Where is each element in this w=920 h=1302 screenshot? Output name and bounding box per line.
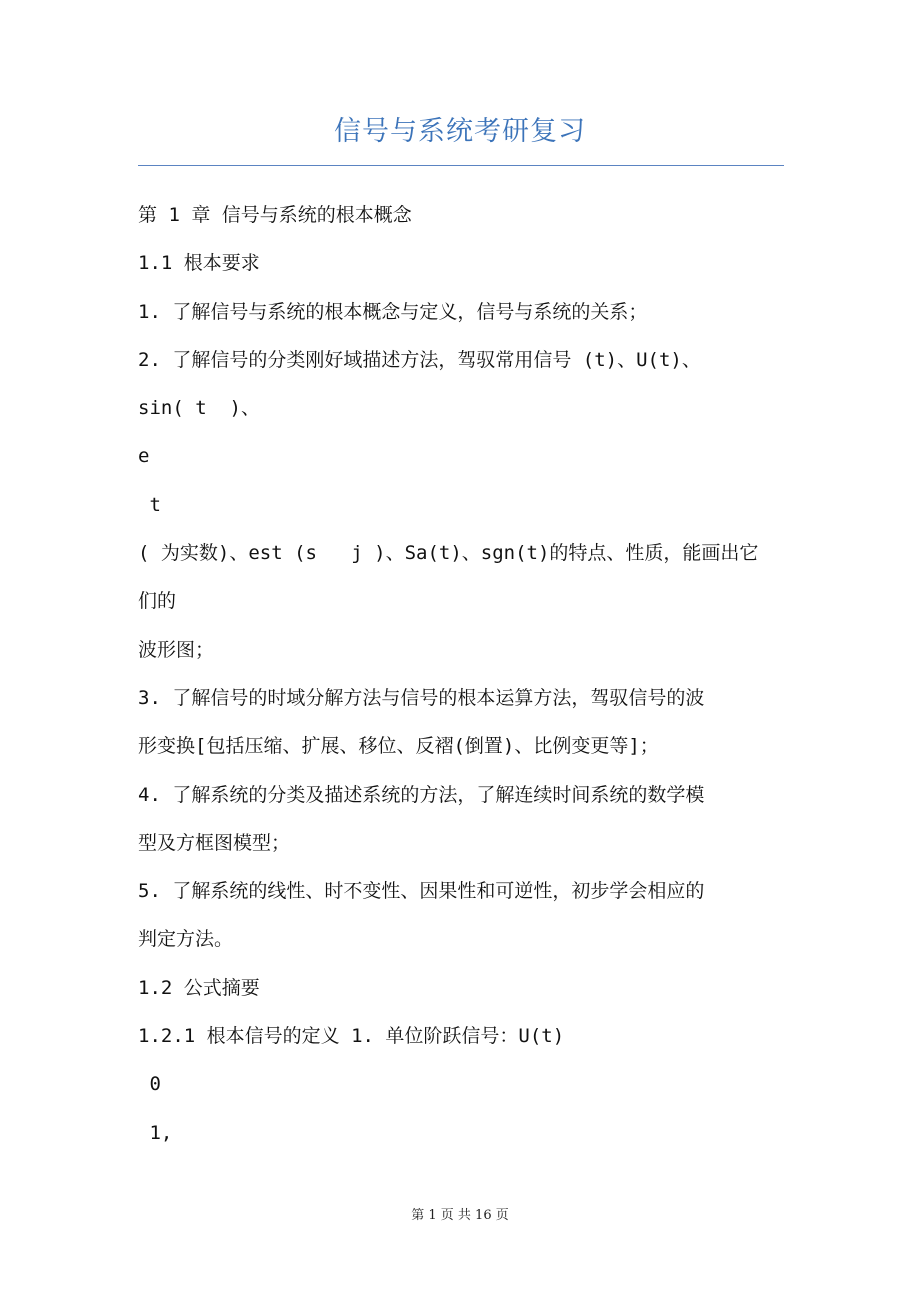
document-body [138, 195, 788, 1161]
paragraph-line: 2. 了解信号的分类刚好域描述方法，驾驭常用信号 (t)、U(t)、 [138, 348, 701, 371]
paragraph-line: 1.2.1 根本信号的定义 1. 单位阶跃信号：U(t) [138, 1025, 565, 1048]
paragraph-line: 们的 [138, 590, 177, 613]
section-heading: 1.2 公式摘要 [138, 976, 260, 999]
paragraph-line: 判定方法。 [138, 928, 234, 951]
page-footer: 第 1 页 共 16 页 [411, 1208, 509, 1223]
chapter-heading: 第 1 章 信号与系统的根本概念 [138, 204, 412, 226]
document-title: 信号与系统考研复习 [334, 116, 586, 147]
paragraph-line: t [138, 493, 161, 516]
paragraph-line: 形变换[包括压缩、扩展、移位、反褶(倒置)、比例变更等]； [138, 735, 659, 758]
paragraph-line: 1. 了解信号与系统的根本概念与定义，信号与系统的关系； [138, 300, 648, 323]
paragraph-line: 1, [138, 1121, 173, 1144]
paragraph-line: 3. 了解信号的时域分解方法与信号的根本运算方法，驾驭信号的波 [138, 686, 705, 709]
paragraph-line: ( 为实数)、est (s j )、Sa(t)、sgn(t)的特点、性质，能画出它 [138, 542, 759, 565]
paragraph-line: 型及方框图模型； [138, 831, 291, 854]
paragraph-line: 4. 了解系统的分类及描述系统的方法，了解连续时间系统的数学模 [138, 783, 705, 806]
paragraph-line: 波形图； [138, 638, 215, 661]
paragraph-line: e [138, 445, 150, 468]
paragraph-line: sin( t )、 [138, 397, 260, 420]
title-underline [138, 165, 784, 166]
section-heading: 1.1 根本要求 [138, 252, 260, 275]
paragraph-line: 0 [138, 1073, 161, 1096]
paragraph-line: 5. 了解系统的线性、时不变性、因果性和可逆性，初步学会相应的 [138, 880, 705, 903]
